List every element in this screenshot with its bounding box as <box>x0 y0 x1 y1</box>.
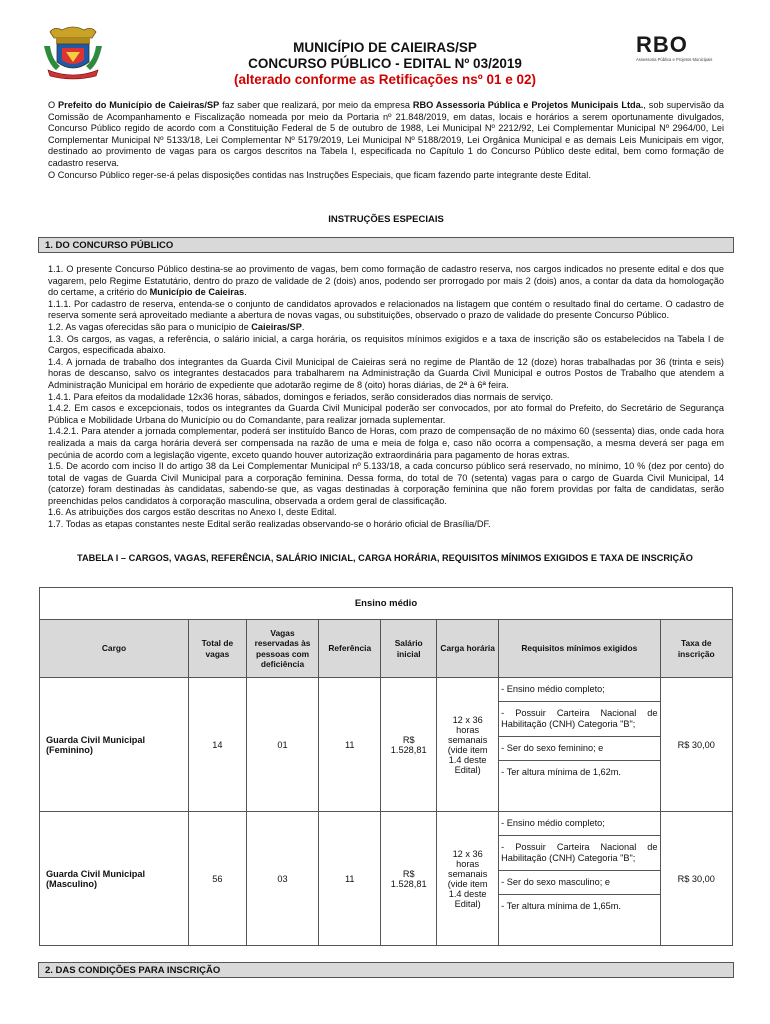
col-reservadas: Vagas reservadas às pessoas com deficiência <box>246 620 318 678</box>
cell-referencia: 11 <box>319 678 381 812</box>
table-row <box>40 812 733 946</box>
requisito-item: - Ter altura mínima de 1,65m. <box>501 901 621 911</box>
header-edital: CONCURSO PÚBLICO - EDITAL Nº 03/2019 <box>248 56 522 71</box>
intro-prefeito: Prefeito do Município de Caieiras/SP <box>58 100 220 110</box>
item-1-5: 1.5. De acordo com inciso II do artigo 38 da Lei Complementar Municipal nº 5.133/18, a cada concurso público será reservado, no mínimo, 10 % (dez por cento) do total de vagas de Guarda Civil Municipal para a corporação feminina. Dessa forma, do total de 70 (setenta) vagas para o cargo de Guarda Civil Municipal, 14 (catorze) foram destinadas às candidatas, sabendo-se que, as vagas destinadas à corporação feminina que não forem providas por falta de candidatas, serão preenchidas pelos candidatos à corporação masculina, observada a ordem geral de classificação. <box>48 461 724 506</box>
item-1-6: 1.6. As atribuições dos cargos estão descritas no Anexo I, deste Edital. <box>48 507 337 518</box>
intro-text: , sob supervisão da Comissão de Acompanhamento e Fiscalização nomeada por meio da Portaria nº 21.848/2019, em datas, locais e horários a serem oportunamente divulgados, Concurso Público regido de acordo com a Constituição Federal de 5 de outubro de 1988, Lei Municipal Nº 2212/92, Lei Complementar Municipal Nº 2964/00, Lei Complementar Municipal Nº 5133/18, Lei Complementar Nº 5179/2019, Lei Municipal Nº 5188/2019, Lei Orgânica Municipal e as demais Leis Municipais em vigor, destinado ao provimento de vagas para os cargos descritos na Tabela I, especificada no Capítulo 1 do Concurso Público deste edital, bem como formação de cadastro reserva. <box>48 100 725 168</box>
item-1-4-2: 1.4.2. Em casos e excepcionais, todos os integrantes da Guarda Civil Municipal poderão ser convocados, por ato formal do Prefeito, do Secretário de Segurança Pública e Mobilidade Urbana do Município ou do Comandante, para realizar jornada suplementar. <box>48 403 724 425</box>
item-1-4: 1.4. A jornada de trabalho dos integrantes da Guarda Civil Municipal de Caieiras será no regime de Plantão de 12 (doze) horas trabalhadas por 36 (trinta e seis) horas de descanso, salvo os integrantes destacados para trabalharem na Administração da Guarda Civil Municipal e outros Postos de Trabalho que atendem a Administração Municipal em horário de expediente que adotarão regime de 8 (oito) horas diárias, de 2ª à 6ª feira. <box>48 356 724 390</box>
intro-company: RBO Assessoria Pública e Projetos Municipais Ltda. <box>412 100 644 110</box>
cell-taxa: R$ 30,00 <box>660 678 733 812</box>
item-1-1: 1.1. O presente Concurso Público destina-se ao provimento de vagas, bem como formação de cadastro reserva, nos cargos indicados no presente edital e dos que vagarem, pelo Regime Estatutário, dentro do prazo de validade de 2 (dois) anos, podendo ser prorrogado por mais 2 (dois) anos, a contar da data da homologação do certame, a critério do Município de Caieiras. <box>48 264 724 298</box>
cell-total: 56 <box>188 812 246 946</box>
coat-of-arms-logo <box>42 24 104 80</box>
col-carga: Carga horária <box>437 620 499 678</box>
item-1-4-1: 1.4.1. Para efeitos da modalidade 12x36 horas, sábados, domingos e feriados, serão considerados dias normais de serviço. <box>48 391 554 402</box>
cell-taxa: R$ 30,00 <box>660 812 733 946</box>
requisito-item: - Possuir Carteira Nacional de Habilitação (CNH) Categoria "B"; <box>499 836 659 871</box>
col-salario: Salário inicial <box>381 620 437 678</box>
header-rectification: (alterado conforme as Retificações nsº 01 e 02) <box>233 72 537 87</box>
cell-carga: 12 x 36 horas semanais (vide item 1.4 deste Edital) <box>437 812 499 946</box>
cell-reservadas: 01 <box>246 678 318 812</box>
instrucoes-title: INSTRUÇÕES ESPECIAIS <box>328 214 444 225</box>
cell-total: 14 <box>188 678 246 812</box>
cell-referencia: 11 <box>319 812 381 946</box>
cell-salario: R$ 1.528,81 <box>381 812 437 946</box>
intro-text: O <box>48 100 59 110</box>
cargos-table <box>39 587 733 946</box>
section-2-header: 2. DAS CONDIÇÕES PARA INSCRIÇÃO <box>38 962 734 978</box>
col-cargo: Cargo <box>40 620 189 678</box>
cell-salario: R$ 1.528,81 <box>381 678 437 812</box>
item-1-7: 1.7. Todas as etapas constantes neste Edital serão realizadas observando-se o horário oficial de Brasília/DF. <box>48 519 491 530</box>
section-1-body <box>48 264 724 531</box>
item-1-4-2-1: 1.4.2.1. Para atender a jornada complementar, poderá ser instituído Banco de Horas, com prazo de compensação de no máximo 60 (sessenta) dias, onde cada hora realizada a mais da carga horária deverá ser compensada na razão de uma e meia de folga e, caso não ocorra a compensação, a mesma deverá ser paga em pecúnia de acordo com a legislação vigente, exceto quando houver autorização extraordinária para pagamento de horas extras. <box>48 426 724 460</box>
intro-text: faz saber que realizará, por meio da empresa <box>219 100 413 110</box>
requisito-item: - Ensino médio completo; <box>499 678 659 702</box>
rbo-logo-subtext: Assessoria Pública e Projetos Municipais <box>636 57 713 62</box>
cell-requisitos <box>499 812 660 946</box>
document-header <box>150 40 620 88</box>
cell-cargo: Guarda Civil Municipal (Feminino) <box>40 678 189 812</box>
cell-reservadas: 03 <box>246 812 318 946</box>
table-row <box>40 678 733 812</box>
table-group-ensino-medio: Ensino médio <box>40 588 733 620</box>
item-1-1-1: 1.1.1. Por cadastro de reserva, entenda-se o conjunto de candidatos aprovados e relacionados na listagem que contém o resultado final do certame. O cadastro de reserva somente será aproveitado mediante a abertura de novas vagas, ou substituições, observado o prazo de validade do presente Concurso Público. <box>48 298 724 321</box>
col-requisitos: Requisitos mínimos exigidos <box>499 620 660 678</box>
section-1-header: 1. DO CONCURSO PÚBLICO <box>38 237 734 253</box>
rbo-logo <box>636 34 716 66</box>
header-municipality: MUNICÍPIO DE CAIEIRAS/SP <box>293 40 477 55</box>
requisito-item: - Ser do sexo masculino; e <box>499 871 659 895</box>
requisito-item: - Ter altura mínima de 1,62m. <box>501 767 621 777</box>
col-total: Total de vagas <box>188 620 246 678</box>
intro-paragraph-2: O Concurso Público reger-se-á pelas disposições contidas nas Instruções Especiais, que ficam fazendo parte integrante deste Edital. <box>48 169 591 180</box>
rbo-logo-text: RBO <box>636 32 688 57</box>
cell-requisitos <box>499 678 660 812</box>
item-1-3: 1.3. Os cargos, as vagas, a referência, o salário inicial, a carga horária, os requisitos mínimos exigidos e a taxa de inscrição são os estabelecidos na Tabela I de Cargos, especificada abaixo. <box>48 333 724 356</box>
col-taxa: Taxa de inscrição <box>660 620 733 678</box>
col-referencia: Referência <box>319 620 381 678</box>
item-1-2: 1.2. As vagas oferecidas são para o município de Caieiras/SP. <box>48 321 305 332</box>
requisito-item: - Ser do sexo feminino; e <box>499 737 659 761</box>
cell-cargo: Guarda Civil Municipal (Masculino) <box>40 812 189 946</box>
cell-carga: 12 x 36 horas semanais (vide item 1.4 deste Edital) <box>437 678 499 812</box>
intro-paragraph <box>48 100 724 181</box>
requisito-item: - Ensino médio completo; <box>499 812 659 836</box>
table-title: TABELA I – CARGOS, VAGAS, REFERÊNCIA, SALÁRIO INICIAL, CARGA HORÁRIA, REQUISITOS MÍNIMOS EXIGIDOS E TAXA DE INSCRIÇÃO <box>77 553 693 563</box>
requisito-item: - Possuir Carteira Nacional de Habilitação (CNH) Categoria "B"; <box>499 702 659 737</box>
